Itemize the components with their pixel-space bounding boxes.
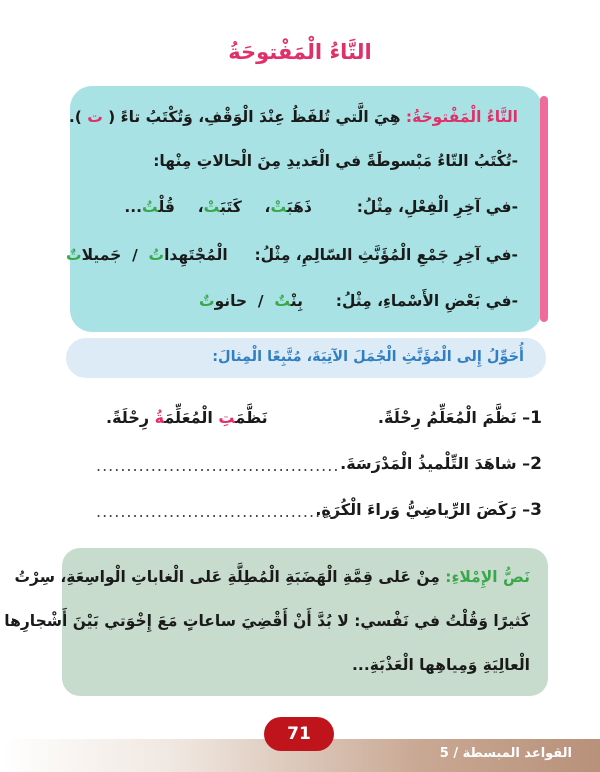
rule-intro: -تُكْتَبُ التّاءُ مَبْسوطَةً في الْعَديدِ مِنَ الْحالاتِ مِنْها: xyxy=(153,152,518,170)
example-word: كَتَبَتْ xyxy=(203,198,242,216)
rule-case-nouns: -في بَعْضِ الأَسْماءِ، مِثْلُ: بِنْتٌ / حانوتٌ xyxy=(199,292,518,310)
exercise-3-blank[interactable]: ........................................ xyxy=(96,502,340,521)
task-bar xyxy=(66,338,546,378)
page-title: التَّاءُ الْمَفْتوحَةُ xyxy=(228,40,372,64)
dictation-box xyxy=(4,548,548,696)
rule-definition-end: ). xyxy=(68,108,82,126)
dictation-label: نَصُّ الإِمْلاءِ: xyxy=(445,568,530,586)
book-title: القواعد المبسطة / 5 xyxy=(439,746,572,761)
task-instruction: أُحَوِّلُ إِلى الْمُؤَنَّثِ الْجُمَلَ الآتِيَةَ، مُتَّبِعًا الْمِثالَ: xyxy=(212,349,524,365)
rule-letter: ت xyxy=(81,108,109,126)
exercise-2-blank[interactable]: ........................................ xyxy=(96,456,340,475)
exercise-3-sentence: 3– رَكَضَ الرِّياضِيُّ وَراءَ الْكُرَةِ. xyxy=(315,500,542,520)
example-word: جَميلاتٌ xyxy=(66,246,122,264)
example-word: ذَهَبَتْ xyxy=(270,198,312,216)
example-word: الْمُجْتَهِداتُ xyxy=(148,246,228,264)
case-verb-text: -في آخِرِ الْفِعْلِ، مِثْلُ: xyxy=(356,198,518,216)
case-nouns-text: -في بَعْضِ الأَسْماءِ، مِثْلُ: xyxy=(335,292,518,310)
rule-box xyxy=(66,86,542,332)
example-word: بِنْتٌ xyxy=(274,292,303,310)
rule-case-plural: -في آخِرِ جَمْعِ الْمُؤَنَّثِ السّالِمِ، مِثْلُ: الْمُجْتَهِداتُ / جَميلاتٌ xyxy=(66,246,518,264)
dictation-line-3: الْعالِيَةِ وَمِياهِها الْعَذْبَةِ... xyxy=(352,656,530,674)
dictation-line-2: كَثيرًا وَقُلْتُ في نَفْسي: لا بُدَّ أَنْ أَقْضِيَ ساعاتٍ مَعَ إِخْوَتي بَيْنَ أَشْجارِها xyxy=(4,612,530,630)
rule-term: التَّاءُ الْمَفْتوحَةُ: xyxy=(405,108,518,126)
example-word: حانوتٌ xyxy=(199,292,248,310)
rule-case-verb: -في آخِرِ الْفِعْلِ، مِثْلُ: ذَهَبَتْ، كَتَبَتْ، قُلْتُ... xyxy=(124,198,518,216)
dictation-line-1: نَصُّ الإِمْلاءِ: مِنْ عَلى قِمَّةِ الْهَضَبَةِ الْمُطِلَّةِ عَلى الْغاباتِ الْواسِعَةِ، سِرْتُ xyxy=(14,568,530,586)
page-number: 71 xyxy=(264,717,334,751)
rule-definition xyxy=(68,108,518,126)
rule-definition-text: هِيَ الَّتي تُلفَظُ عِنْدَ الْوَقْفِ، وَتُكْتَبُ تاءً ( xyxy=(108,108,406,126)
exercise-1-sentence: 1– نَظَّمَ الْمُعَلِّمُ رِحْلَةً. xyxy=(377,408,542,428)
exercise-1-answer: نَظَّمَتِ الْمُعَلِّمَةُ رِحْلَةً. xyxy=(106,408,268,427)
case-plural-text: -في آخِرِ جَمْعِ الْمُؤَنَّثِ السّالِمِ، مِثْلُ: xyxy=(254,246,518,264)
rule-box-edge xyxy=(540,96,548,322)
exercise-2-sentence: 2– شاهَدَ التِّلْميذُ الْمَدْرَسَةَ. xyxy=(340,454,542,474)
example-word: قُلْتُ xyxy=(142,198,175,216)
